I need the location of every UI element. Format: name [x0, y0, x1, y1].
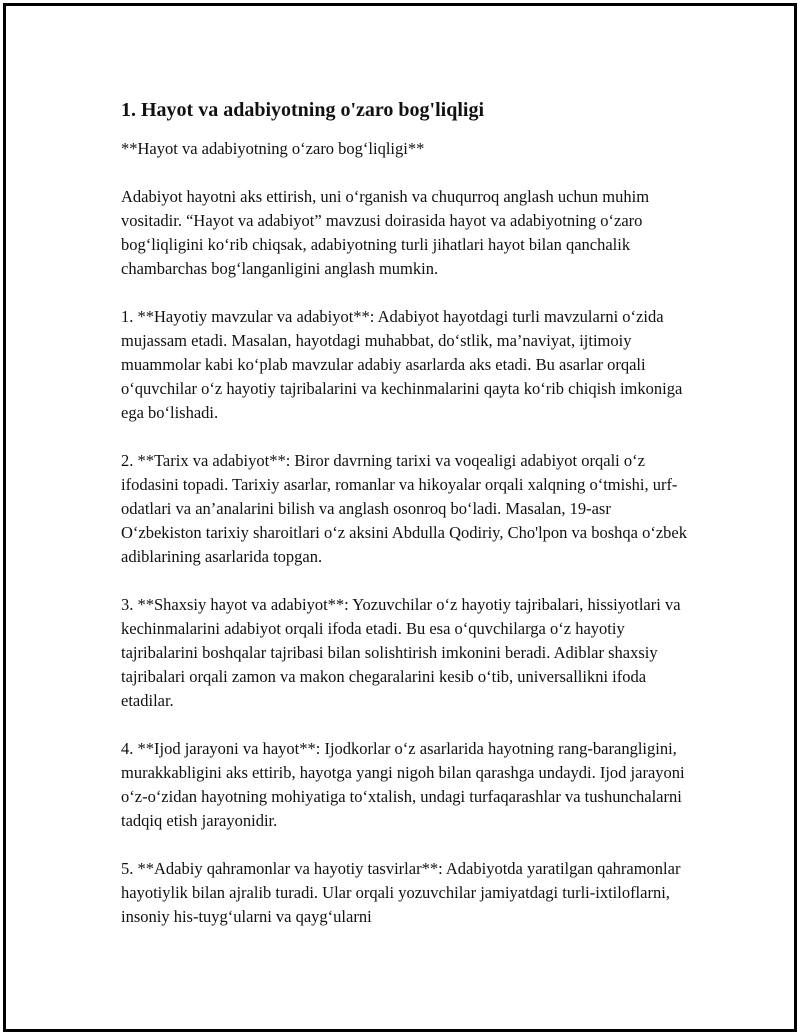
document-subtitle: **Hayot va adabiyotning o‘zaro bog‘liqligi**: [121, 139, 425, 158]
document-title: 1. Hayot va adabiyotning o'zaro bog'liqligi: [121, 99, 485, 121]
list-item-history: 2. **Tarix va adabiyot**: Biror davrning tarixi va voqealigi adabiyot orqali o‘z ifodasini topadi. Tarixiy asarlar, romanlar va hikoyalar orqali xalqning o‘tmishi, urf-odatlari va an’analarini bilish va anglash osonroq bo‘ladi. Masalan, 19-asr O‘zbekiston tarixiy sharoitlari o‘z aksini Abdulla Qodiriy, Cho'lpon va boshqa o‘zbek adiblarining asarlarida topgan.: [121, 451, 687, 566]
list-item-creative-process: 4. **Ijod jarayoni va hayot**: Ijodkorlar o‘z asarlarida hayotning rang-barangligini, murakkabligini aks ettirib, hayotga yangi nigoh bilan qarashga undaydi. Ijod jarayoni o‘z-o‘zidan hayotning mohiyatiga to‘xtalish, undagi turfaqarashlar va tushunchalarni tadqiq etish jarayonidir.: [121, 739, 685, 830]
page-frame: [3, 3, 797, 1032]
list-item-literary-heroes: 5. **Adabiy qahramonlar va hayotiy tasvirlar**: Adabiyotda yaratilgan qahramonlar hayotiylik bilan ajralib turadi. Ular orqali yozuvchilar jamiyatdagi turli-ixtiloflarni, insoniy his-tuyg‘ularni va qayg‘ularni: [121, 859, 681, 926]
intro-paragraph: Adabiyot hayotni aks ettirish, uni o‘rganish va chuqurroq anglash uchun muhim vositadir. “Hayot va adabiyot” mavzusi doirasida hayot va adabiyotning o‘zaro bog‘liqligini ko‘rib chiqsak, adabiyotning turli jihatlari hayot bilan qanchalik chambarchas bog‘langanligini anglash mumkin.: [121, 187, 650, 278]
document-content: [121, 97, 691, 953]
list-item-personal-life: 3. **Shaxsiy hayot va adabiyot**: Yozuvchilar o‘z hayotiy tajribalari, hissiyotlari va kechinmalarini adabiyot orqali ifoda etadi. Bu esa o‘quvchilarga o‘z hayotiy tajribalarini boshqalar tajribasi bilan solishtirish imkonini beradi. Adiblar shaxsiy tajribalari orqali zamon va makon chegaralarini kesib o‘tib, universallikni ifoda etadilar.: [121, 595, 681, 710]
list-item-life-themes: 1. **Hayotiy mavzular va adabiyot**: Adabiyot hayotdagi turli mavzularni o‘zida mujassam etadi. Masalan, hayotdagi muhabbat, do‘stlik, ma’naviyat, ijtimoiy muammolar kabi ko‘plab mavzular adabiy asarlarda aks etadi. Bu asarlar orqali o‘quvchilar o‘z hayotiy tajribalarini va kechinmalarini qayta ko‘rib chiqish imkoniga ega bo‘lishadi.: [121, 307, 683, 422]
